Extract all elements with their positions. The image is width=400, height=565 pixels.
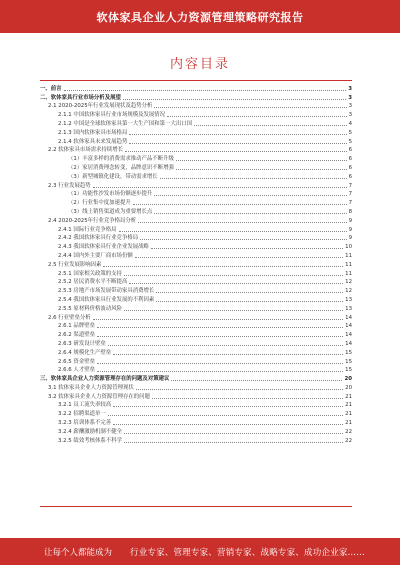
toc-leader-dots bbox=[151, 248, 343, 249]
toc-entry-page: 21 bbox=[345, 420, 352, 427]
toc-leader-dots bbox=[154, 213, 346, 214]
toc-entry[interactable] bbox=[40, 84, 352, 93]
toc-entry-page: 11 bbox=[345, 252, 352, 259]
toc-leader-dots bbox=[123, 99, 346, 100]
toc-entry-title: 三、软体家具企业人力资源管理存在的问题及对策建议 bbox=[40, 376, 170, 383]
toc-entry-title: 2.1 2020-2025年行业发展现状及趋势分析 bbox=[48, 103, 153, 110]
toc-entry-title: 2.4.1 国际行业竞争格局 bbox=[58, 226, 117, 233]
toc-entry[interactable] bbox=[40, 313, 352, 322]
toc-entry-title: 3.2.1 员工流失率较高 bbox=[58, 402, 112, 409]
toc-leader-dots bbox=[97, 327, 343, 328]
toc-leader-dots bbox=[138, 222, 346, 223]
table-of-contents bbox=[40, 84, 352, 445]
toc-entry-title: 2.5.3 房地产市场发展带动家具消费增长 bbox=[58, 288, 155, 295]
toc-entry[interactable] bbox=[40, 374, 352, 383]
toc-leader-dots bbox=[125, 151, 347, 152]
toc-leader-dots bbox=[160, 178, 347, 179]
toc-entry-page: 12 bbox=[345, 288, 352, 295]
toc-entry[interactable] bbox=[40, 102, 352, 111]
toc-entry-page: 9 bbox=[348, 235, 352, 242]
toc-entry-title: 2.1.1 中国软体家具行业市场规模及发展情况 bbox=[58, 112, 166, 119]
toc-leader-dots bbox=[97, 363, 343, 364]
toc-entry-page: 14 bbox=[345, 340, 352, 347]
toc-leader-dots bbox=[124, 275, 343, 276]
toc-entry-page: 20 bbox=[344, 376, 352, 383]
toc-bottom-divider bbox=[40, 506, 352, 507]
toc-entry[interactable] bbox=[40, 427, 352, 436]
toc-entry-title: 二、软体家具行业市场分析及展望 bbox=[40, 94, 121, 101]
toc-entry[interactable] bbox=[40, 260, 352, 269]
toc-entry[interactable] bbox=[40, 366, 352, 375]
toc-entry-page: 6 bbox=[348, 147, 352, 154]
toc-entry[interactable] bbox=[40, 304, 352, 313]
header-band bbox=[0, 0, 400, 33]
toc-entry-page: 21 bbox=[345, 402, 352, 409]
toc-leader-dots bbox=[154, 107, 346, 108]
toc-entry-page: 21 bbox=[345, 411, 352, 418]
report-title: 软体家具企业人力资源管理策略研究报告 bbox=[96, 10, 304, 24]
toc-entry-page: 14 bbox=[345, 332, 352, 339]
toc-entry-page: 5 bbox=[348, 138, 352, 145]
toc-entry-title: 2.5.1 国家相关政策的支持 bbox=[58, 270, 122, 277]
toc-entry-page: 20 bbox=[345, 384, 352, 391]
toc-entry[interactable] bbox=[40, 172, 352, 181]
toc-entry[interactable] bbox=[40, 146, 352, 155]
toc-entry-page: 7 bbox=[348, 182, 352, 189]
toc-leader-dots bbox=[113, 354, 343, 355]
toc-entry-page: 6 bbox=[348, 164, 352, 171]
toc-leader-dots bbox=[93, 319, 344, 320]
toc-leader-dots bbox=[108, 345, 343, 346]
toc-entry-page: 4 bbox=[348, 120, 352, 127]
toc-entry-page: 6 bbox=[348, 173, 352, 180]
toc-entry-title: 2.6.3 研发设计壁垒 bbox=[58, 340, 106, 347]
toc-entry-title: （1）丰富多样的消费需求推动产品不断升级 bbox=[68, 156, 174, 163]
toc-leader-dots bbox=[124, 442, 343, 443]
toc-leader-dots bbox=[129, 143, 346, 144]
toc-entry-page: 5 bbox=[348, 129, 352, 136]
toc-entry[interactable] bbox=[40, 436, 352, 445]
toc-entry-page: 8 bbox=[348, 208, 352, 215]
toc-entry-title: 2.3 行业发展趋势 bbox=[48, 182, 91, 189]
footer-band bbox=[0, 538, 400, 565]
toc-entry[interactable] bbox=[40, 190, 352, 199]
toc-entry-title: 3.2.4 薪酬激励机制不健全 bbox=[58, 428, 122, 435]
toc-entry-page: 7 bbox=[348, 191, 352, 198]
toc-entry-page: 13 bbox=[345, 305, 352, 312]
toc-leader-dots bbox=[156, 292, 343, 293]
toc-entry-title: （2）家居消费理念转变，品牌意识不断增强 bbox=[68, 164, 174, 171]
toc-entry-page: 12 bbox=[345, 279, 352, 286]
toc-entry[interactable] bbox=[40, 269, 352, 278]
toc-entry-title: 2.5.2 居民消费水平不断提高 bbox=[58, 279, 128, 286]
toc-entry[interactable] bbox=[40, 137, 352, 146]
footer-roles: 行业专家、管理专家、营销专家、战略专家、成功企业家…… bbox=[130, 547, 365, 558]
toc-leader-dots bbox=[152, 398, 343, 399]
toc-entry-page: 14 bbox=[345, 314, 352, 321]
toc-entry-title: 3.2.2 招聘渠道单一 bbox=[58, 411, 106, 418]
toc-entry-title: 2.1.3 国内软体家具市场格局 bbox=[58, 129, 128, 136]
toc-leader-dots bbox=[156, 301, 343, 302]
toc-entry-title: 一、前言 bbox=[40, 85, 62, 92]
toc-leader-dots bbox=[64, 90, 347, 91]
toc-entry[interactable] bbox=[40, 216, 352, 225]
toc-entry-title: 3.1 软体家具企业人力资源管理现状 bbox=[48, 384, 134, 391]
toc-entry-title: 2.4.2 我国软体家具行业竞争格局 bbox=[58, 235, 139, 242]
toc-leader-dots bbox=[103, 266, 343, 267]
toc-entry-title: 3.2 软体家具企业人力资源管理存在的问题 bbox=[48, 393, 150, 400]
toc-entry[interactable] bbox=[40, 348, 352, 357]
toc-entry-page: 7 bbox=[348, 200, 352, 207]
toc-entry[interactable] bbox=[40, 225, 352, 234]
toc-entry-page: 11 bbox=[345, 261, 352, 268]
toc-entry-title: 2.6.5 资金壁垒 bbox=[58, 358, 95, 365]
toc-entry-page: 10 bbox=[345, 244, 352, 251]
toc-leader-dots bbox=[97, 336, 343, 337]
toc-entry[interactable] bbox=[40, 392, 352, 401]
footer-slogan: 让每个人都能成为 bbox=[44, 547, 113, 558]
toc-entry[interactable] bbox=[40, 154, 352, 163]
toc-entry[interactable] bbox=[40, 93, 352, 102]
toc-heading: 内容目录 bbox=[169, 57, 230, 72]
toc-entry-page: 3 bbox=[348, 103, 352, 110]
toc-entry[interactable] bbox=[40, 163, 352, 172]
toc-entry-title: 3.2.3 培训体系不完善 bbox=[58, 420, 112, 427]
toc-entry-page: 15 bbox=[345, 349, 352, 356]
toc-entry[interactable] bbox=[40, 207, 352, 216]
toc-leader-dots bbox=[113, 406, 343, 407]
toc-leader-dots bbox=[108, 415, 343, 416]
toc-entry[interactable] bbox=[40, 198, 352, 207]
toc-entry[interactable] bbox=[40, 278, 352, 287]
toc-entry-title: （2）行业集中度加速提升 bbox=[68, 200, 131, 207]
toc-entry-title: （1）功能性沙发市场份额逐步提升 bbox=[68, 191, 153, 198]
toc-entry-title: 3.2.5 绩效考核体系不科学 bbox=[58, 437, 122, 444]
toc-leader-dots bbox=[136, 389, 343, 390]
toc-leader-dots bbox=[119, 231, 347, 232]
toc-entry-title: 2.4.4 国内外主要厂商市场份额 bbox=[58, 252, 133, 259]
toc-entry-page: 9 bbox=[348, 226, 352, 233]
toc-top-divider bbox=[40, 80, 352, 81]
toc-entry-page: 22 bbox=[345, 428, 352, 435]
toc-entry-title: 2.5.5 原材料价格波动风险 bbox=[58, 305, 122, 312]
toc-entry-title: 2.1.4 软体家具未来发展趋势 bbox=[58, 138, 128, 145]
toc-entry[interactable] bbox=[40, 418, 352, 427]
toc-entry[interactable] bbox=[40, 357, 352, 366]
toc-entry[interactable] bbox=[40, 242, 352, 251]
toc-entry-page: 15 bbox=[345, 358, 352, 365]
toc-entry[interactable] bbox=[40, 322, 352, 331]
toc-leader-dots bbox=[194, 125, 347, 126]
toc-entry[interactable] bbox=[40, 295, 352, 304]
toc-entry[interactable] bbox=[40, 409, 352, 418]
toc-entry-title: 2.1.2 中国是全球软体家具第一大生产国和第一大出口国 bbox=[58, 120, 193, 127]
toc-entry[interactable] bbox=[40, 330, 352, 339]
toc-leader-dots bbox=[124, 433, 343, 434]
toc-entry-title: 2.5 行业发展影响因素 bbox=[48, 261, 102, 268]
toc-leader-dots bbox=[93, 187, 347, 188]
toc-entry-page: 15 bbox=[345, 367, 352, 374]
toc-leader-dots bbox=[97, 371, 343, 372]
toc-entry[interactable] bbox=[40, 286, 352, 295]
toc-entry-title: 2.6 行业壁垒分析 bbox=[48, 314, 91, 321]
toc-leader-dots bbox=[113, 424, 343, 425]
toc-leader-dots bbox=[140, 239, 346, 240]
toc-leader-dots bbox=[129, 283, 343, 284]
toc-entry-title: （3）新型城镇化建设，带动需求增长 bbox=[68, 173, 158, 180]
toc-entry-title: 2.2 软体家具市场需求持续增长 bbox=[48, 147, 123, 154]
toc-entry-page: 3 bbox=[348, 94, 352, 101]
toc-entry-page: 3 bbox=[348, 85, 352, 92]
toc-entry-page: 3 bbox=[348, 112, 352, 119]
toc-entry-title: 2.6.2 渠道壁垒 bbox=[58, 332, 95, 339]
toc-entry[interactable] bbox=[40, 110, 352, 119]
toc-entry-title: 2.4 2020-2025年行业竞争格局分析 bbox=[48, 217, 137, 224]
toc-entry-title: （3）线上销售渠道成为重要增长点 bbox=[68, 208, 153, 215]
toc-entry[interactable] bbox=[40, 251, 352, 260]
toc-entry-page: 9 bbox=[348, 217, 352, 224]
toc-entry-page: 6 bbox=[348, 156, 352, 163]
toc-leader-dots bbox=[176, 160, 347, 161]
toc-entry[interactable] bbox=[40, 234, 352, 243]
toc-entry[interactable] bbox=[40, 128, 352, 137]
toc-leader-dots bbox=[135, 257, 343, 258]
toc-entry-title: 2.6.1 品牌壁垒 bbox=[58, 323, 95, 330]
toc-entry-page: 14 bbox=[345, 323, 352, 330]
toc-leader-dots bbox=[133, 204, 347, 205]
toc-entry[interactable] bbox=[40, 339, 352, 348]
toc-leader-dots bbox=[171, 380, 342, 381]
toc-entry-title: 2.4.3 我国软体家具行业企业发展战略 bbox=[58, 244, 149, 251]
toc-entry-page: 22 bbox=[345, 437, 352, 444]
toc-entry-page: 21 bbox=[345, 393, 352, 400]
toc-entry-title: 2.6.6 人才壁垒 bbox=[58, 367, 95, 374]
toc-entry-title: 2.5.4 我国软体家具行业发展的不利因素 bbox=[58, 296, 155, 303]
toc-entry-title: 2.6.4 规模化生产壁垒 bbox=[58, 349, 112, 356]
toc-leader-dots bbox=[176, 169, 347, 170]
toc-entry-page: 11 bbox=[345, 270, 352, 277]
toc-entry[interactable] bbox=[40, 383, 352, 392]
toc-leader-dots bbox=[124, 310, 343, 311]
toc-entry[interactable] bbox=[40, 401, 352, 410]
toc-entry[interactable] bbox=[40, 181, 352, 190]
toc-entry[interactable] bbox=[40, 119, 352, 128]
toc-leader-dots bbox=[129, 134, 346, 135]
toc-entry-page: 13 bbox=[345, 296, 352, 303]
toc-leader-dots bbox=[167, 116, 346, 117]
toc-leader-dots bbox=[154, 195, 346, 196]
